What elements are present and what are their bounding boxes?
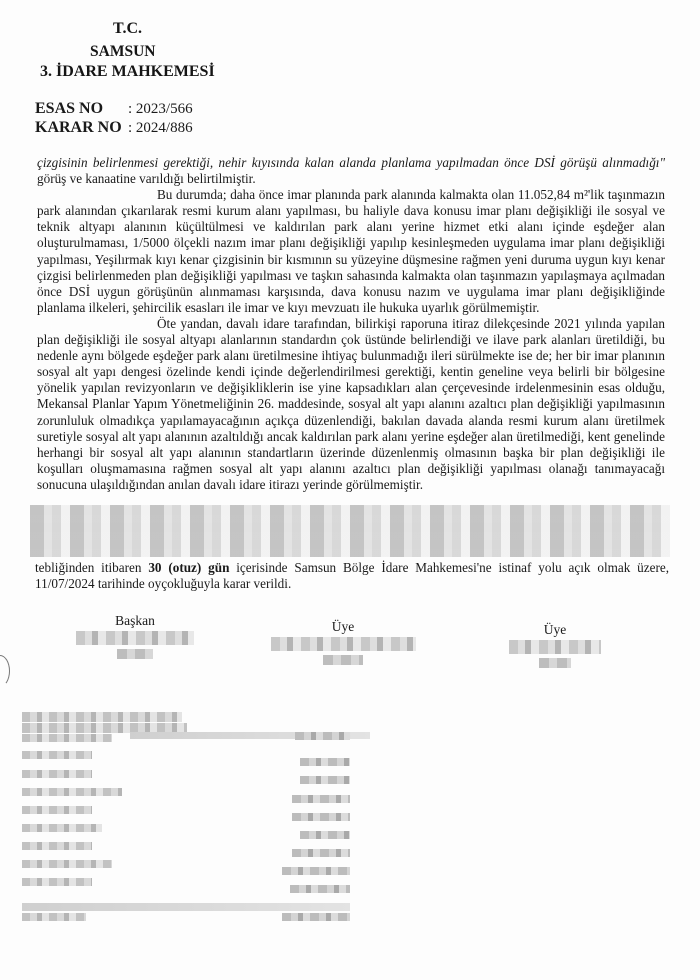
signature-member-2: [505, 622, 605, 668]
appeal-period: 30 (otuz) gün: [148, 560, 230, 575]
case-numbers: [35, 100, 193, 138]
esas-no-value: : 2023/566: [128, 101, 193, 117]
decision-body: [37, 155, 665, 493]
karar-no-label: KARAR NO: [35, 119, 122, 136]
redacted-signature: [117, 649, 153, 659]
final-ruling: [35, 560, 669, 592]
redacted-name: [76, 631, 194, 645]
signature-title: Üye: [543, 622, 567, 637]
paragraph-1-rest: görüş ve kanaatine varıldığı belirtilmiştir.: [37, 171, 256, 187]
header-tc: T.C.: [113, 20, 143, 37]
signature-title: Üye: [331, 619, 355, 634]
header-city: SAMSUN: [90, 43, 156, 60]
ruling-post: içerisinde Samsun Bölge İdare Mahkemesi'ne istinaf yolu açık olmak üzere, 11/07/2024 tarihinde oyçokluğuyla karar verildi.: [35, 560, 670, 591]
redacted-signature: [323, 655, 363, 665]
paragraph-1: [37, 155, 665, 187]
redacted-name: [509, 640, 601, 654]
karar-no-row: [35, 119, 193, 138]
signature-title: Başkan: [115, 613, 155, 628]
scan-edge-mark: [0, 655, 10, 687]
paragraph-2: Bu durumda; daha önce imar planında park alanında kalmakta olan 11.052,84 m²'lik taşınmazın park alanından çıkarılarak resmi kurum alanı yapılması, bu haliyle dava konusu imar planı değişikliği ile sosyal ve teknik altyapı alanının küçültülmesi ve kaldırılan park alanı yerine hizmet etki alanı içinde eşdeğer alan oluşturulmaması, 1/5000 ölçekli nazım imar planı değişikliği yapılıp kesinleşmeden uygulama imar planı değişikliği yapılması, Yeşilırmak kıyı kenar çizgisinin bir kısmının su yüzeyine düşmesine rağmen yeni duruma uygun kıyı kenar çizgisi belirlenmeden plan değişikliği yapılması ve taşkın sahasında kalmakta olan taşınmazın yapılaşmaya açılmadan önce DSİ uygun görüşünün alınmaması karşısında, dava konusu nazım ve uygulama imar planı değişikliğinde planlama ilkeleri, şehircilik esasları ile imar ve kıyı mevzuatı ile hukuka uyarlık görülmemiştir.: [37, 187, 665, 315]
esas-no-label: ESAS NO: [35, 100, 104, 117]
ruling-pre: tebliğinden itibaren: [35, 560, 149, 575]
esas-no-row: [35, 100, 193, 119]
redacted-signature: [539, 658, 571, 668]
redacted-name: [271, 637, 416, 651]
signature-president: [75, 613, 195, 659]
redacted-decision-block: [30, 505, 670, 557]
redacted-cost-table: [20, 710, 350, 940]
header-court-name: 3. İDARE MAHKEMESİ: [40, 63, 215, 80]
quoted-text: çizgisinin belirlenmesi gerektiği, nehir kıyısında kalan alanda planlama yapılmadan önce DSİ görüşü alınmadığı": [37, 155, 665, 170]
karar-no-value: : 2024/886: [128, 120, 193, 136]
signature-member-1: [268, 619, 418, 665]
paragraph-3: Öte yandan, davalı idare tarafından, bilirkişi raporuna itiraz dilekçesinde 2021 yılında yapılan plan değişikliği ile sosyal altyapı alanlarının standardın çok üstünde belirlendiği ve ilave park alanları üretildiği, bu nedenle aynı bölgede eşdeğer park alanı üretilmesine ihtiyaç bulunmadığı ileri sürülmekte ise de; her bir imar planının sosyal alt yapı dengesi özelinde kendi içinde değerlendirilmesi gerektiği, kentin geneline veya belirli bir bölgesine yönelik yapılan revizyonların ve değişikliklerin ise yine kapsadıkları alan çerçevesinde irdelenmesinin esas olduğu, Mekansal Planlar Yapım Yönetmeliğinin 26. maddesinde, sosyal alt yapı alanını azaltıcı plan değişikliği yapılmasının zorunluluk olmadıkça yapılamayacağının açıkça düzenlendiği, bakılan davada alanda resmi kurum alanı üretilmek suretiyle sosyal alt yapı alanının azaltıldığı ancak kaldırılan park alanı yerine eşdeğer alan üretilmediği, kent genelinde herhangi bir sosyal alt yapı alanının standartların üzerinde düzenlenmiş olmasının başka bir plan değişikliği ile koşulları oluşmamasına rağmen sosyal alt yapı alanını azaltıcı plan değişikliği yapılması olanağı tanımayacağı sonucuna ulaşıldığından anılan davalı idare itirazı yerinde görülmemiştir.: [37, 315, 665, 492]
